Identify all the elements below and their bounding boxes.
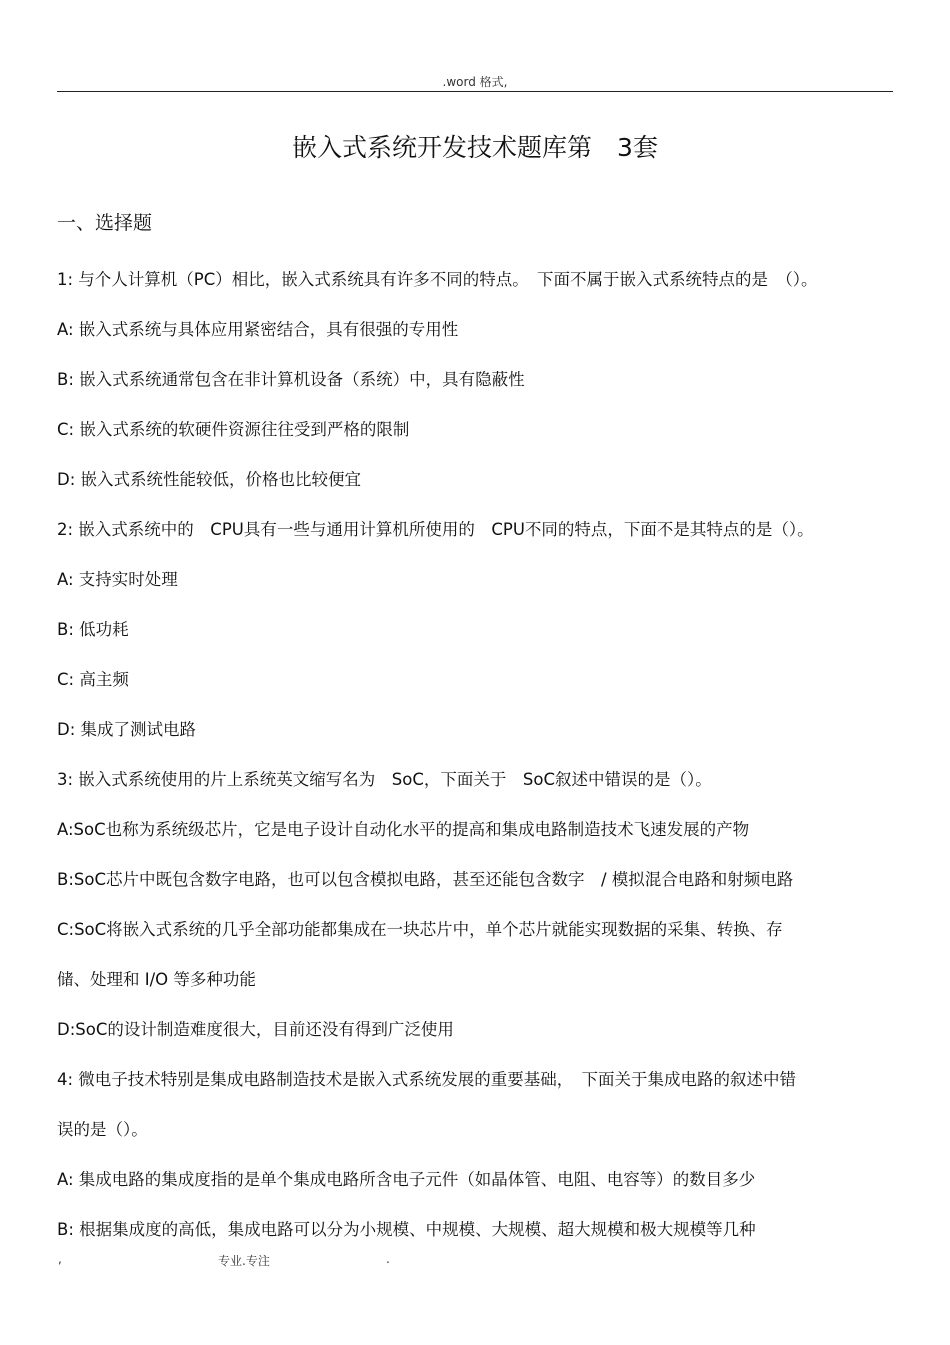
q1-option-c: C: 嵌入式系统的软硬件资源往往受到严格的限制: [57, 420, 410, 439]
q3-option-a: A:SoC也称为系统级芯片，它是电子设计自动化水平的提高和集成电路制造技术飞速发展的产物: [57, 820, 750, 839]
q4-option-a: A: 集成电路的集成度指的是单个集成电路所含电子元件（如晶体管、电阻、电容等）的数目多少: [57, 1170, 756, 1189]
question-4: 4: 微电子技术特别是集成电路制造技术是嵌入式系统发展的重要基础， 下面关于集成电路的叙述中错: [57, 1070, 797, 1089]
question-2: 2: 嵌入式系统中的 CPU具有一些与通用计算机所使用的 CPU不同的特点，下面不是其特点的是（）。: [57, 520, 814, 539]
q3-option-b: B:SoC芯片中既包含数字电路，也可以包含模拟电路，甚至还能包含数字 / 模拟混合电路和射频电路: [57, 870, 794, 889]
q2-option-b: B: 低功耗: [57, 620, 129, 639]
section-heading: 一、选择题: [57, 212, 153, 234]
q4-option-b: B: 根据集成度的高低，集成电路可以分为小规模、中规模、大规模、超大规模和极大规模等几种: [57, 1220, 756, 1239]
document-body: [57, 266, 907, 1266]
q1-option-d: D: 嵌入式系统性能较低，价格也比较便宜: [57, 470, 362, 489]
q1-option-a: A: 嵌入式系统与具体应用紧密结合，具有很强的专用性: [57, 320, 459, 339]
q2-option-c: C: 高主频: [57, 670, 129, 689]
footer-left-mark: ,: [58, 1252, 62, 1266]
question-1: 1: 与个人计算机（PC）相比，嵌入式系统具有许多不同的特点。 下面不属于嵌入式系统特点的是 （）。: [57, 270, 818, 289]
page-header: .word 格式,: [442, 75, 508, 89]
q3-option-d: D:SoC的设计制造难度很大，目前还没有得到广泛使用: [57, 1020, 454, 1039]
q3-option-c-continued: 储、处理和 I/O 等多种功能: [57, 970, 256, 989]
page-footer: [0, 1252, 950, 1270]
document-title: 嵌入式系统开发技术题库第 3套: [292, 133, 658, 162]
q1-option-b: B: 嵌入式系统通常包含在非计算机设备（系统）中，具有隐蔽性: [57, 370, 525, 389]
footer-center-text: 专业.专注: [218, 1254, 270, 1268]
q2-option-d: D: 集成了测试电路: [57, 720, 197, 739]
question-4-continued: 误的是（）。: [57, 1120, 148, 1139]
q2-option-a: A: 支持实时处理: [57, 570, 178, 589]
header-rule: [57, 91, 893, 92]
question-3: 3: 嵌入式系统使用的片上系统英文缩写名为 SoC，下面关于 SoC叙述中错误的是（）。: [57, 770, 712, 789]
footer-right-mark: .: [386, 1252, 390, 1266]
q3-option-c: C:SoC将嵌入式系统的几乎全部功能都集成在一块芯片中，单个芯片就能实现数据的采集、转换、存: [57, 920, 783, 939]
